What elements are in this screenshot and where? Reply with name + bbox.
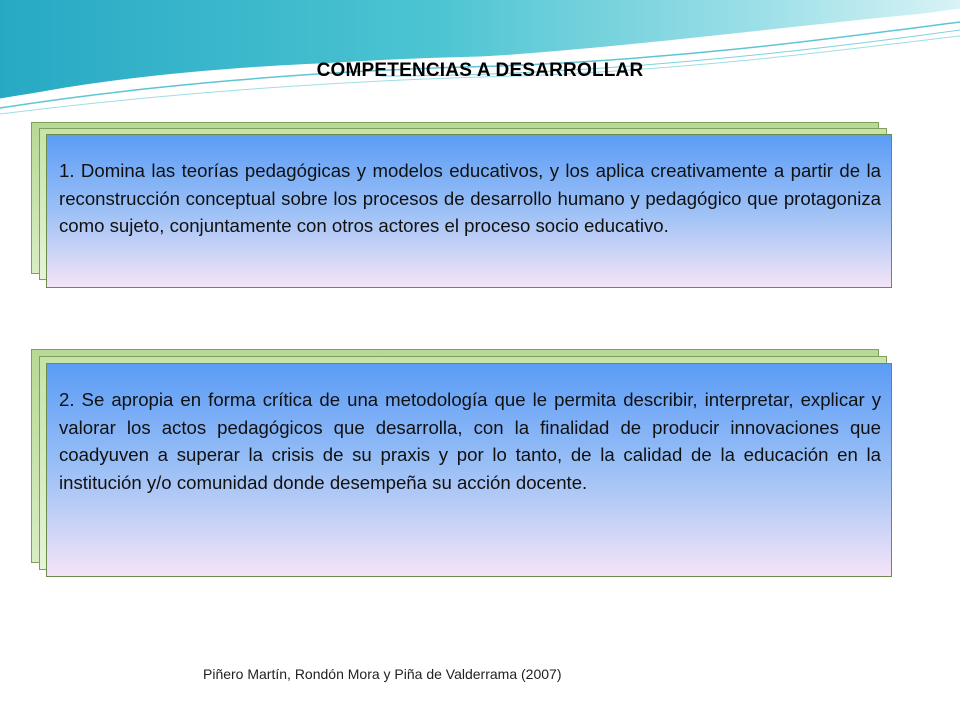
competency-text: 1. Domina las teorías pedagógicas y modelos educativos, y los aplica creativamente a partir de la reconstrucción conceptual sobre los procesos de desarrollo humano y pedagógico que protagoniza como sujeto, conjuntamente con otros actores el proceso socio educativo. xyxy=(59,160,881,236)
competency-text: 2. Se apropia en forma crítica de una metodología que le permita describir, interpretar, explicar y valorar los actos pedagógicos que desarrolla, con la finalidad de producir innovaciones que coadyuven a superar la crisis de su praxis y por lo tanto, de la calidad de la educación en la institución y/o comunidad donde desempeña su acción docente. xyxy=(59,389,881,493)
competency-box xyxy=(46,363,892,577)
competency-box xyxy=(46,134,892,288)
citation: Piñero Martín, Rondón Mora y Piña de Valderrama (2007) xyxy=(203,666,562,682)
slide-title: COMPETENCIAS A DESARROLLAR xyxy=(316,60,644,81)
